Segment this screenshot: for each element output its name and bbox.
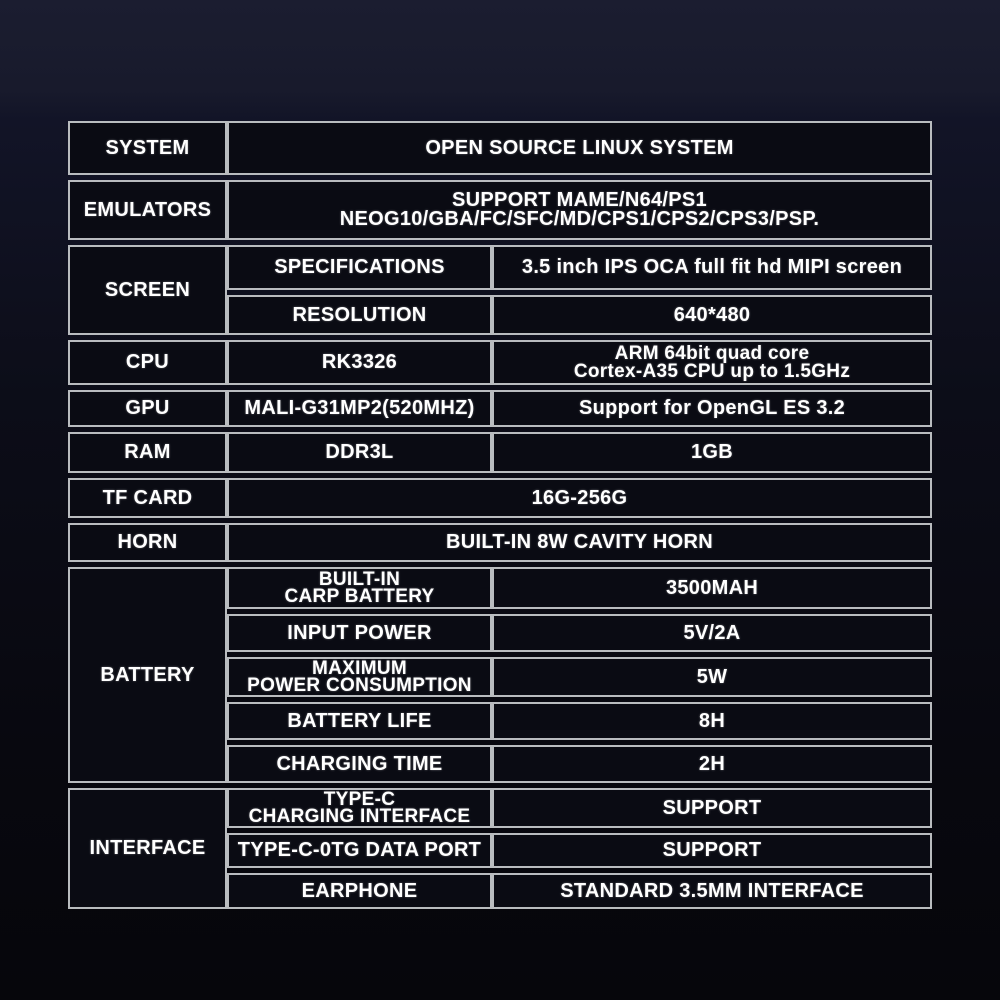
tf-card-label: TF CARD <box>68 478 227 518</box>
horn-label: HORN <box>68 523 227 562</box>
row-cpu <box>68 340 932 385</box>
row-battery-capacity <box>68 567 932 609</box>
battery-input-power-name: INPUT POWER <box>227 614 492 652</box>
screen-specifications-label: SPECIFICATIONS <box>227 245 492 290</box>
interface-typec-charging-value: SUPPORT <box>492 788 932 828</box>
battery-capacity-value: 3500MAH <box>492 567 932 609</box>
battery-capacity-name <box>227 567 492 609</box>
row-screen-specifications <box>68 245 932 290</box>
row-gpu <box>68 390 932 427</box>
emulators-value-line1: SUPPORT MAME/N64/PS1 <box>452 189 707 211</box>
battery-life-name: BATTERY LIFE <box>227 702 492 740</box>
battery-max-consumption-name-line1: MAXIMUM <box>312 657 407 679</box>
row-system <box>68 121 932 175</box>
cpu-value-line2: Cortex-A35 CPU up to 1.5GHz <box>573 360 851 382</box>
row-emulators <box>68 180 932 240</box>
interface-otg-value: SUPPORT <box>492 833 932 868</box>
gpu-label: GPU <box>68 390 227 427</box>
battery-max-consumption-name <box>227 657 492 697</box>
battery-input-power-value: 5V/2A <box>492 614 932 652</box>
battery-capacity-name-line2: CARP BATTERY <box>284 586 435 607</box>
interface-earphone-name: EARPHONE <box>227 873 492 909</box>
screen-label: SCREEN <box>68 245 227 335</box>
gpu-value: Support for OpenGL ES 3.2 <box>492 390 932 427</box>
battery-max-consumption-value: 5W <box>492 657 932 697</box>
ram-value: 1GB <box>492 432 932 473</box>
interface-typec-charging-name-line2: CHARGING INTERFACE <box>248 806 471 827</box>
interface-earphone-value: STANDARD 3.5MM INTERFACE <box>492 873 932 909</box>
battery-capacity-name-line1: BUILT-IN <box>318 568 401 590</box>
emulators-value-line2: NEOG10/GBA/FC/SFC/MD/CPS1/CPS2/CPS3/PSP. <box>339 208 820 230</box>
system-value: OPEN SOURCE LINUX SYSTEM <box>227 121 932 175</box>
row-interface-typec-charging <box>68 788 932 828</box>
interface-typec-charging-name <box>227 788 492 828</box>
battery-charging-time-name: CHARGING TIME <box>227 745 492 783</box>
system-label: SYSTEM <box>68 121 227 175</box>
gpu-chip: MALI-G31MP2(520MHZ) <box>227 390 492 427</box>
battery-label: BATTERY <box>68 567 227 783</box>
emulators-label: EMULATORS <box>68 180 227 240</box>
spec-table <box>68 116 932 914</box>
battery-max-consumption-name-line2: POWER CONSUMPTION <box>247 675 472 696</box>
interface-otg-name: TYPE-C-0TG DATA PORT <box>227 833 492 868</box>
interface-label: INTERFACE <box>68 788 227 909</box>
horn-value: BUILT-IN 8W CAVITY HORN <box>227 523 932 562</box>
cpu-label: CPU <box>68 340 227 385</box>
cpu-chip: RK3326 <box>227 340 492 385</box>
ram-label: RAM <box>68 432 227 473</box>
tf-card-value: 16G-256G <box>227 478 932 518</box>
cpu-value-line1: ARM 64bit quad core <box>614 343 810 365</box>
interface-typec-charging-name-line1: TYPE-C <box>323 788 396 810</box>
ram-chip: DDR3L <box>227 432 492 473</box>
row-horn <box>68 523 932 562</box>
row-tf-card <box>68 478 932 518</box>
cpu-value <box>492 340 932 385</box>
screen-resolution-label: RESOLUTION <box>227 295 492 335</box>
battery-charging-time-value: 2H <box>492 745 932 783</box>
emulators-value <box>227 180 932 240</box>
row-ram <box>68 432 932 473</box>
screen-resolution-value: 640*480 <box>492 295 932 335</box>
screen-specifications-value: 3.5 inch IPS OCA full fit hd MIPI screen <box>492 245 932 290</box>
battery-life-value: 8H <box>492 702 932 740</box>
